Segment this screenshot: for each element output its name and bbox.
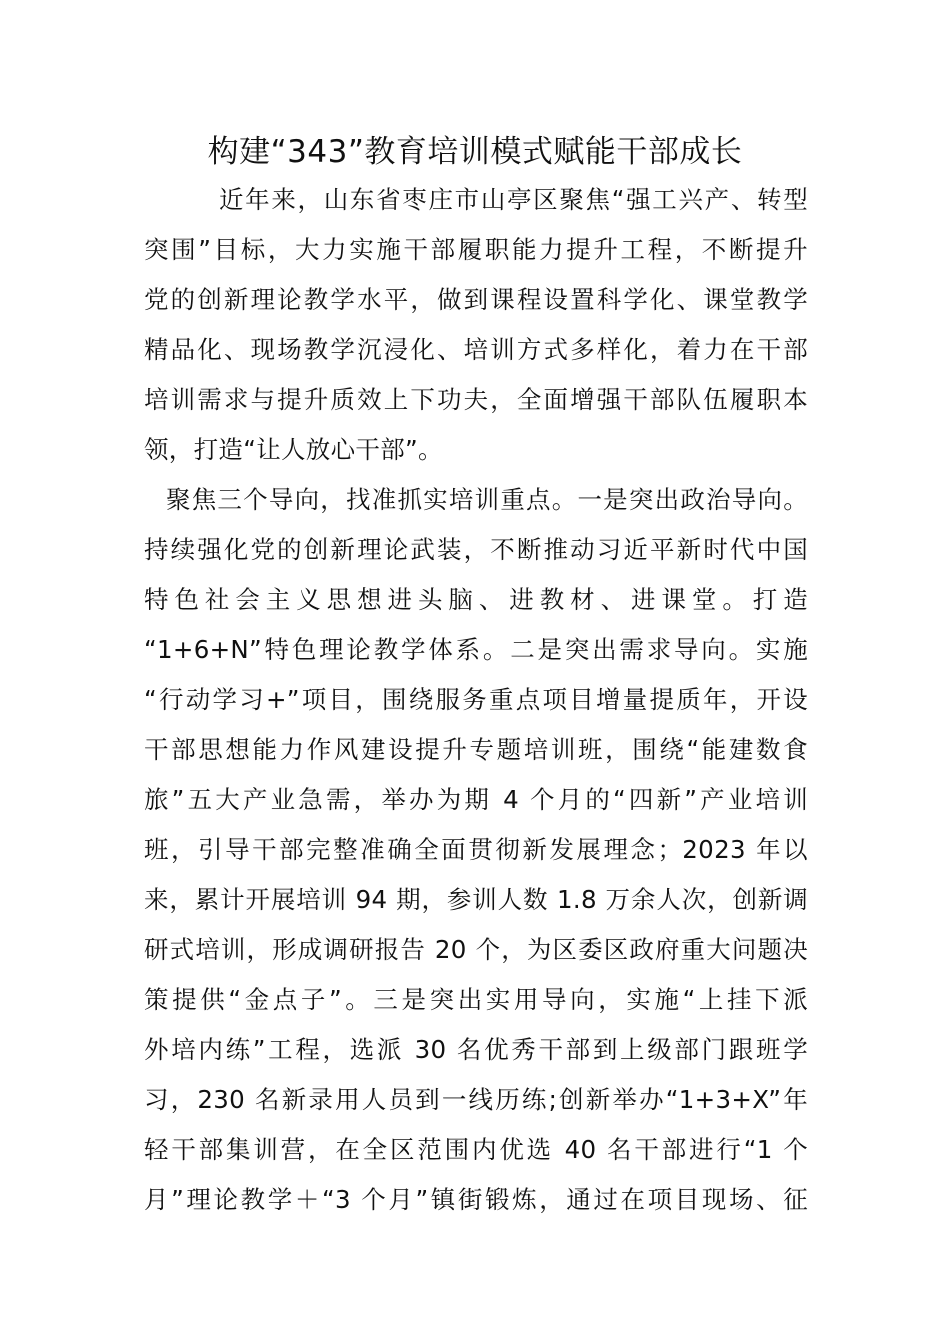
paragraph-line: 党的创新理论教学水平，做到课程设置科学化、课堂教学 <box>144 285 808 314</box>
document-title: 构建“343”教育培训模式赋能干部成长 <box>207 134 743 170</box>
paragraph-line: 习，230 名新录用人员到一线历练;创新举办“1+3+X”年 <box>144 1085 808 1114</box>
paragraph-line: 特色社会主义思想进头脑、进教材、进课堂。打造 <box>144 585 808 614</box>
paragraph-line: 班，引导干部完整准确全面贯彻新发展理念；2023 年以 <box>144 835 808 864</box>
paragraph-line: 精品化、现场教学沉浸化、培训方式多样化，着力在干部 <box>144 335 808 364</box>
paragraph-line: 持续强化党的创新理论武装，不断推动习近平新时代中国 <box>144 535 808 564</box>
paragraph-line: “行动学习+”项目，围绕服务重点项目增量提质年，开设 <box>144 685 808 714</box>
paragraph-line: “1+6+N”特色理论教学体系。二是突出需求导向。实施 <box>144 635 808 664</box>
paragraph-line: 月”理论教学＋“3 个月”镇街锻炼，通过在项目现场、征 <box>144 1185 808 1214</box>
paragraph-line: 轻干部集训营，在全区范围内优选 40 名干部进行“1 个 <box>144 1135 808 1164</box>
paragraph-line: 研式培训，形成调研报告 20 个，为区委区政府重大问题决 <box>144 935 808 964</box>
paragraph-line: 旅”五大产业急需，举办为期 4 个月的“四新”产业培训 <box>144 785 808 814</box>
paragraph-line: 干部思想能力作风建设提升专题培训班，围绕“能建数食 <box>144 735 808 764</box>
paragraph-line: 外培内练”工程，选派 30 名优秀干部到上级部门跟班学 <box>144 1035 808 1064</box>
paragraph-line: 领，打造“让人放心干部”。 <box>144 435 443 464</box>
paragraph-line: 来，累计开展培训 94 期，参训人数 1.8 万余人次，创新调 <box>144 885 808 914</box>
paragraph-line: 突围”目标，大力实施干部履职能力提升工程，不断提升 <box>144 235 808 264</box>
paragraph-line: 培训需求与提升质效上下功夫，全面增强干部队伍履职本 <box>144 385 808 414</box>
paragraph-line: 策提供“金点子”。三是突出实用导向，实施“上挂下派 <box>144 985 808 1014</box>
paragraph-line: 聚焦三个导向，找准抓实培训重点。一是突出政治导向。 <box>166 485 808 514</box>
paragraph-line: 近年来，山东省枣庄市山亭区聚焦“强工兴产、转型 <box>219 185 808 214</box>
